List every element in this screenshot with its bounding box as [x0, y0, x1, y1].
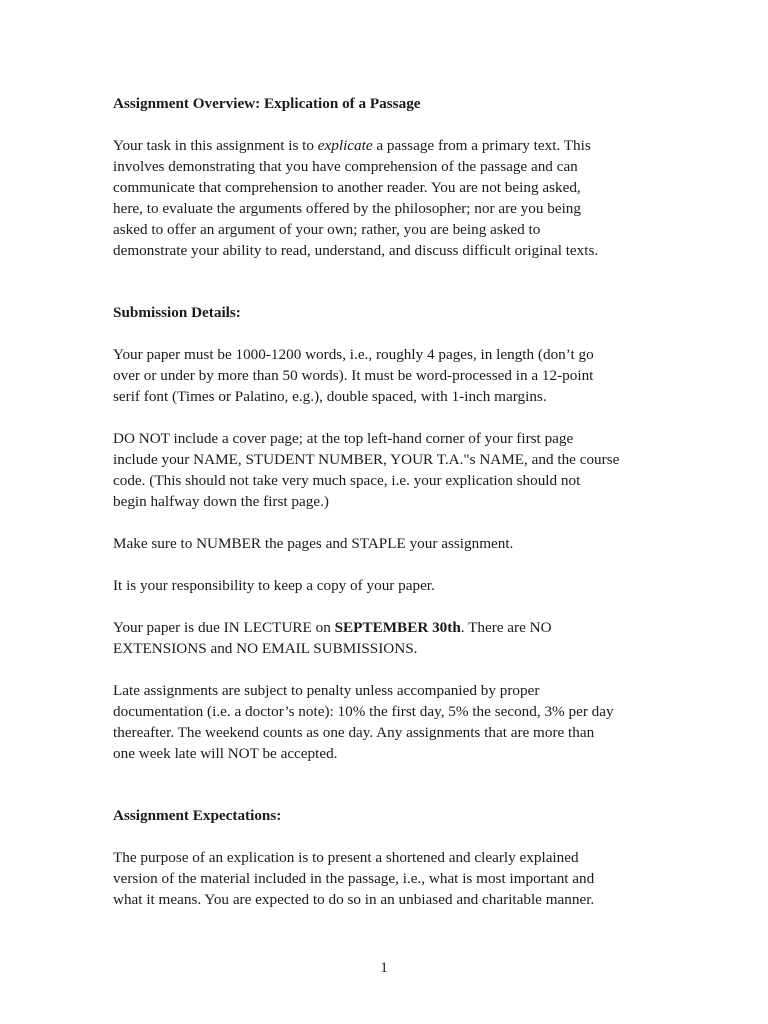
- due-line-2: EXTENSIONS and NO EMAIL SUBMISSIONS.: [113, 640, 418, 657]
- due-date: SEPTEMBER 30th: [334, 619, 461, 636]
- due-date-paragraph: [113, 617, 673, 659]
- copy-line: It is your responsibility to keep a copy of your paper.: [113, 577, 435, 594]
- cover-line: begin halfway down the first page.): [113, 493, 329, 510]
- length-line: serif font (Times or Palatino, e.g.), double spaced, with 1-inch margins.: [113, 388, 547, 405]
- overview-line-2: involves demonstrating that you have comprehension of the passage and can: [113, 158, 578, 175]
- explicate-emphasis: explicate: [317, 137, 373, 154]
- late-line: one week late will NOT be accepted.: [113, 745, 338, 762]
- overview-line-4: here, to evaluate the arguments offered by the philosopher; nor are you being: [113, 200, 581, 217]
- late-line: documentation (i.e. a doctor’s note): 10% the first day, 5% the second, 3% per day: [113, 703, 614, 720]
- expectations-heading: Assignment Expectations:: [113, 807, 282, 824]
- late-policy-paragraph: [113, 680, 673, 764]
- expectations-paragraph: [113, 847, 673, 910]
- due-line-1: Your paper is due IN LECTURE on SEPTEMBER 30th. There are NO: [113, 619, 552, 636]
- length-line: over or under by more than 50 words). It must be word-processed in a 12-point: [113, 367, 594, 384]
- length-line: Your paper must be 1000-1200 words, i.e., roughly 4 pages, in length (don’t go: [113, 346, 594, 363]
- cover-line: include your NAME, STUDENT NUMBER, YOUR T.A."s NAME, and the course: [113, 451, 620, 468]
- length-paragraph: [113, 344, 673, 407]
- cover-line: DO NOT include a cover page; at the top left-hand corner of your first page: [113, 430, 574, 447]
- overview-line-5: asked to offer an argument of your own; rather, you are being asked to: [113, 221, 541, 238]
- numbering-line: Make sure to NUMBER the pages and STAPLE your assignment.: [113, 535, 514, 552]
- numbering-paragraph: [113, 533, 673, 554]
- overview-line-1: Your task in this assignment is to explicate a passage from a primary text. This: [113, 137, 591, 154]
- expectations-line: The purpose of an explication is to present a shortened and clearly explained: [113, 849, 579, 866]
- page-number: 1: [380, 959, 388, 976]
- expectations-line: what it means. You are expected to do so in an unbiased and charitable manner.: [113, 891, 595, 908]
- cover-page-paragraph: [113, 428, 673, 512]
- overview-heading: Assignment Overview: Explication of a Passage: [113, 95, 421, 112]
- overview-line-3: communicate that comprehension to another reader. You are not being asked,: [113, 179, 581, 196]
- cover-line: code. (This should not take very much space, i.e. your explication should not: [113, 472, 581, 489]
- expectations-line: version of the material included in the passage, i.e., what is most important and: [113, 870, 595, 887]
- overview-line-6: demonstrate your ability to read, understand, and discuss difficult original texts.: [113, 242, 599, 259]
- overview-paragraph: [113, 135, 673, 261]
- late-line: Late assignments are subject to penalty unless accompanied by proper: [113, 682, 540, 699]
- submission-heading: Submission Details:: [113, 304, 241, 321]
- copy-paragraph: [113, 575, 673, 596]
- late-line: thereafter. The weekend counts as one day. Any assignments that are more than: [113, 724, 595, 741]
